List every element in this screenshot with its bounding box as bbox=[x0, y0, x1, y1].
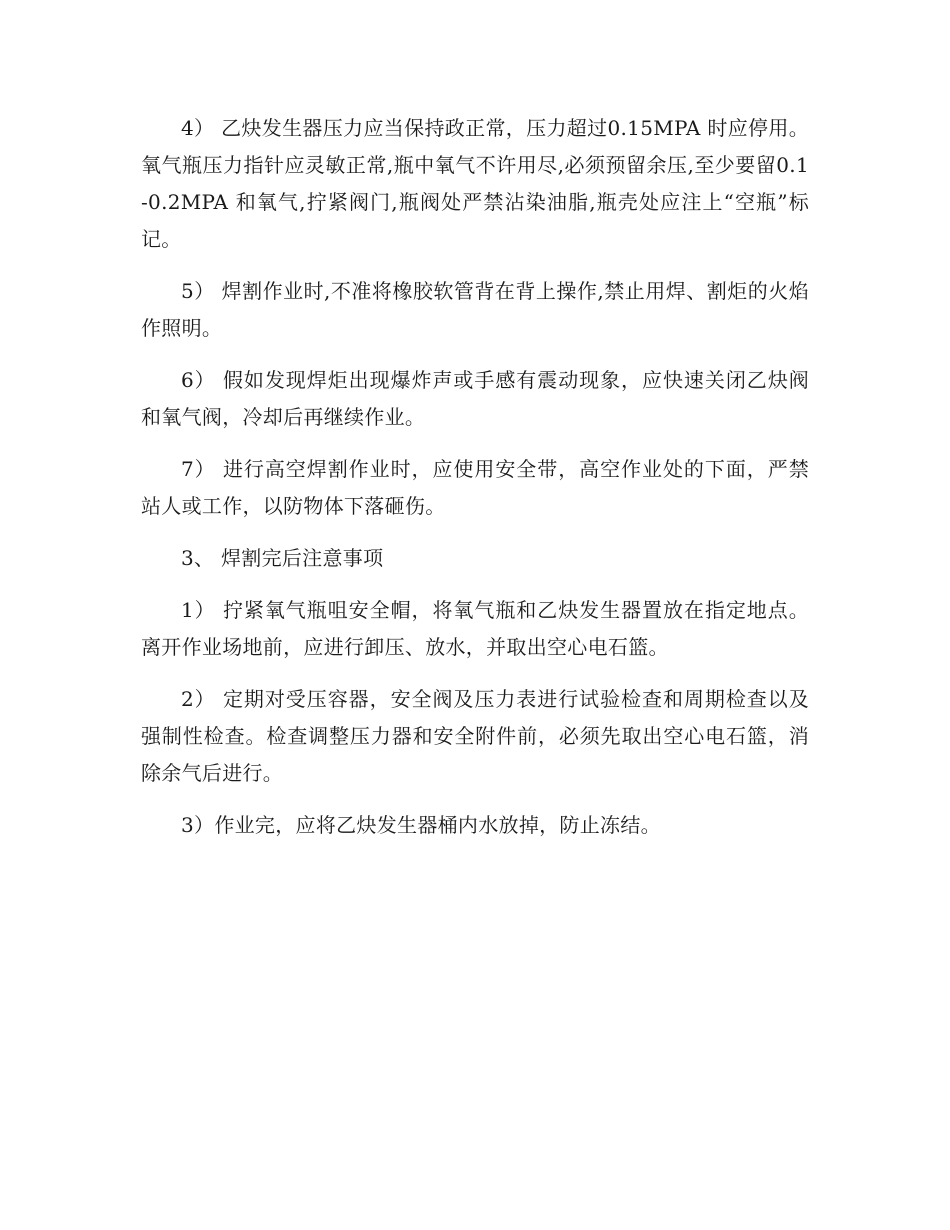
paragraph-item-3-drain-water: 3）作业完，应将乙炔发生器桶内水放掉，防止冻结。 bbox=[181, 813, 661, 837]
paragraph-item-1-storage: 1） 拧紧氧气瓶咀安全帽，将氧气瓶和乙炔发生器置放在指定地点。离开作业场地前，应进行卸压、放水，并取出空心电石篮。 bbox=[141, 598, 809, 659]
paragraph-item-2-inspection: 2） 定期对受压容器，安全阀及压力表进行试验检查和周期检查以及强制性检查。检查调整压力器和安全附件前，必须先取出空心电石篮，消除余气后进行。 bbox=[141, 687, 809, 785]
section-heading-after-welding: 3、 焊割完后注意事项 bbox=[181, 546, 384, 570]
paragraph-item-7-high-altitude: 7） 进行高空焊割作业时，应使用安全带，高空作业处的下面，严禁站人或工作，以防物体下落砸伤。 bbox=[141, 457, 809, 518]
paragraph-item-5-hose-handling: 5） 焊割作业时,不准将橡胶软管背在背上操作,禁止用焊、割炬的火焰作照明。 bbox=[141, 279, 809, 340]
paragraph-item-6-backfire: 6） 假如发现焊炬出现爆炸声或手感有震动现象，应快速关闭乙炔阀和氧气阀，冷却后再继续作业。 bbox=[141, 368, 809, 429]
document-body bbox=[141, 110, 809, 859]
paragraph-item-4-generator-pressure: 4） 乙炔发生器压力应当保持政正常，压力超过0.15MPA 时应停用。氧气瓶压力指针应灵敏正常,瓶中氧气不许用尽,必须预留余压,至少要留0.1-0.2MPA 和氧气,拧紧阀门,瓶阀处严禁沾染油脂,瓶壳处应注上“空瓶”标记。 bbox=[141, 116, 809, 251]
